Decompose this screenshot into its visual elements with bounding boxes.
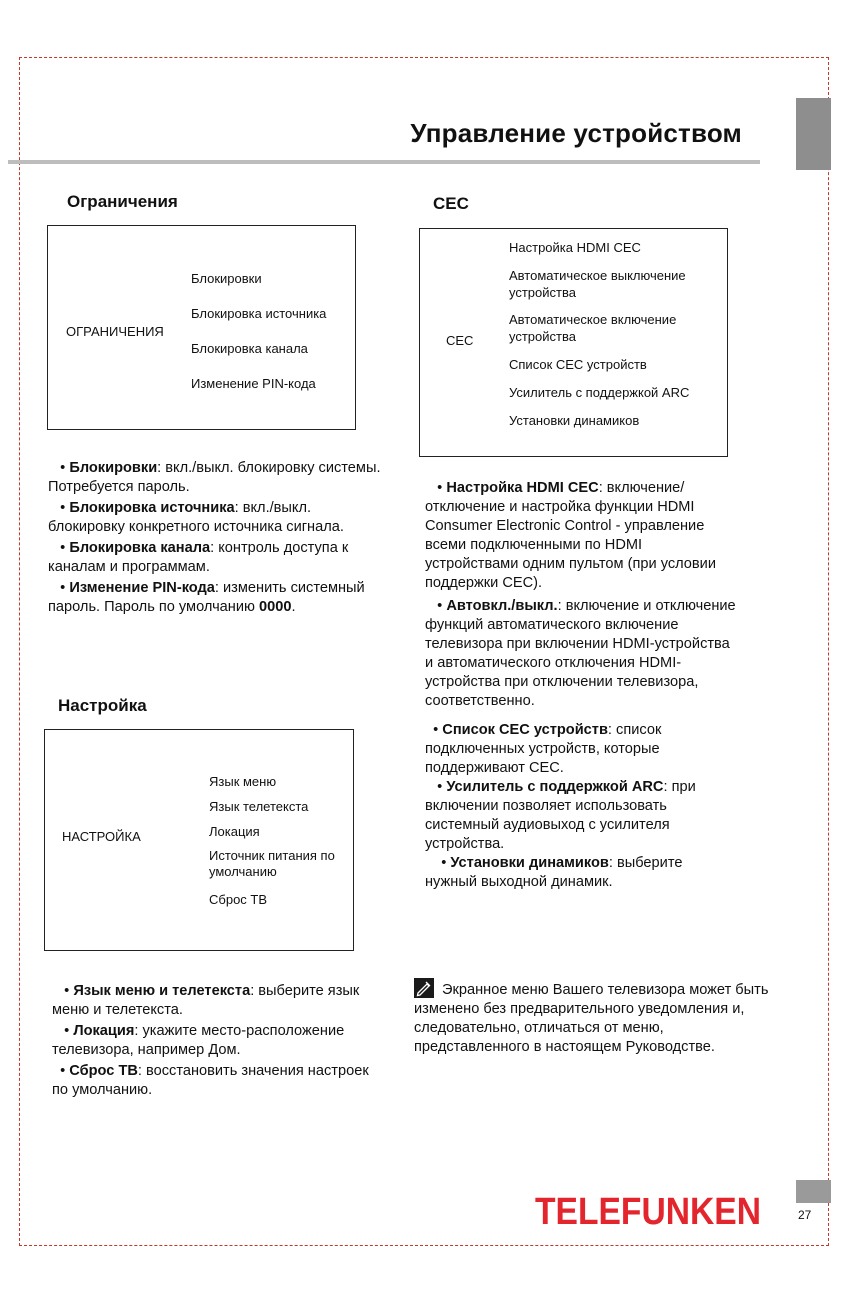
menu-item-teletext-language: Язык телетекста [209,799,309,814]
menu-item-arc-amplifier: Усилитель с поддержкой ARC [509,385,690,400]
desc-auto-on-off: • Автовкл./выкл.: включение и отключение функций автоматического включение телевизора при включении HDMI-устройства и автоматического отключения HDMI-устройства при отключении телевизора, соответственно. [425,598,736,709]
side-tab-top [796,98,831,170]
restrictions-menu-label: ОГРАНИЧЕНИЯ [66,324,164,339]
menu-item-hdmi-cec: Настройка HDMI CEC [509,240,641,255]
setup-heading: Настройка [58,696,147,715]
desc-source-lock: • Блокировка источника: вкл./выкл. блокировку конкретного источника сигнала. [48,500,344,535]
restrictions-description [48,459,388,617]
desc-locks: • Блокировки: вкл./выкл. блокировку системы. Потребуется пароль. [48,460,381,495]
page-title: Управление устройством [410,118,742,148]
menu-item-change-pin: Изменение PIN-кода [191,376,316,391]
note-pencil-icon [414,978,434,998]
desc-reset-tv: • Сброс ТВ: восстановить значения настроек по умолчанию. [52,1063,369,1098]
desc-cec-device-list: • Список CEC устройств: список подключенных устройств, которые поддерживают CEC. [425,722,662,776]
menu-item-menu-language: Язык меню [209,774,277,789]
header-rule [8,160,760,164]
menu-item-cec-device-list: Список CEC устройств [509,357,647,372]
note-text: Экранное меню Вашего телевизора может быть изменено без предварительного уведомления и, следовательно, отличаться от меню, представленного в настоящем Руководстве. [414,982,769,1055]
menu-item-auto-on: Автоматическое включение устройства [509,312,677,344]
brand-wordmark: TELEFUNKEN [535,1191,761,1233]
desc-location: • Локация: укажите место-расположение телевизора, например Дом. [52,1023,345,1058]
desc-speaker-settings: • Установки динамиков: выберите нужный выходной динамик. [425,855,683,890]
cec-menu-box [419,228,728,457]
setup-menu-box [44,729,354,951]
restrictions-heading: Ограничения [67,192,178,211]
cec-heading: CEC [433,194,469,213]
menu-item-default-power-source: Источник питания по умолчанию [209,848,335,879]
menu-item-locks: Блокировки [191,271,262,286]
menu-item-auto-off: Автоматическое выключение устройства [509,268,686,300]
menu-item-reset-tv: Сброс ТВ [209,892,268,907]
desc-languages: • Язык меню и телетекста: выберите язык меню и телетекста. [52,983,360,1018]
setup-menu-label: НАСТРОЙКА [62,829,141,844]
cec-menu-items [509,239,721,429]
desc-channel-lock: • Блокировка канала: контроль доступа к каналам и программам. [48,540,349,575]
page-number: 27 [798,1208,812,1222]
setup-description [52,982,382,1100]
restrictions-menu-items [191,271,326,391]
cec-menu-label: CEC [446,333,474,348]
cec-description [425,479,737,892]
menu-item-speaker-settings: Установки динамиков [509,413,640,428]
desc-change-pin: • Изменение PIN-кода: изменить системный пароль. Пароль по умолчанию 0000. [48,580,365,615]
note [414,978,770,1057]
menu-item-location: Локация [209,824,260,839]
telefunken-logo [534,1190,762,1233]
desc-hdmi-cec: • Настройка HDMI CEC: включение/отключение и настройка функции HDMI Consumer Electronic Control - управление всеми подключенными по HDMI устройствами одним пультом (при условии поддержки CEC). [425,480,716,591]
setup-menu-items [209,774,351,908]
menu-item-channel-lock: Блокировка канала [191,341,308,356]
menu-item-source-lock: Блокировка источника [191,306,327,321]
side-tab-bottom [796,1180,831,1203]
desc-arc-amplifier: • Усилитель с поддержкой ARC: при включении позволяет использовать системный аудиовыход с усилителя устройства. [425,779,696,852]
restrictions-menu-box [47,225,356,430]
